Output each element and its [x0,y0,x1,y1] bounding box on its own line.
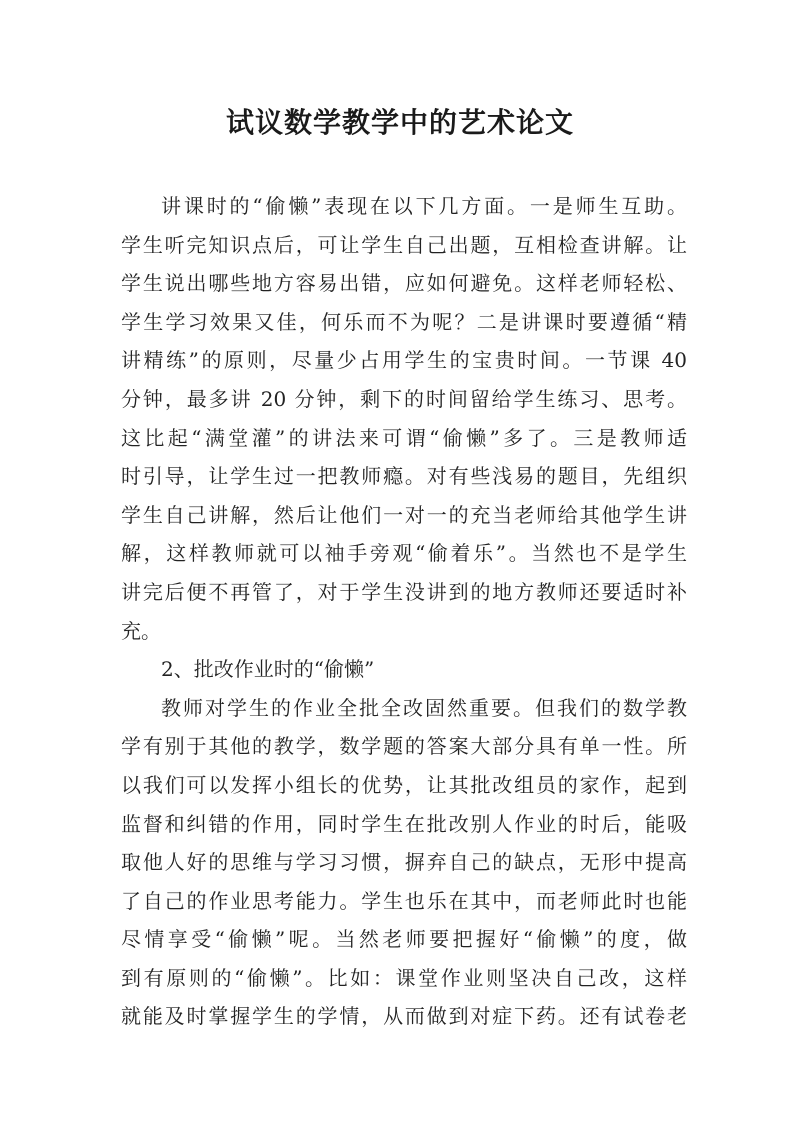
paragraph-line: 学生说出哪些地方容易出错，应如何避免。这样老师轻松、 [121,271,687,296]
paragraph-line: 监督和纠错的作用，同时学生在批改别人作业的时后，能吸 [121,811,687,836]
paragraph-line: 解，这样教师就可以袖手旁观“偷着乐”。当然也不是学生 [121,541,687,566]
paragraph-line: 讲课时的“偷懒”表现在以下几方面。一是师生互助。 [161,194,687,218]
paragraph-line: 了自己的作业思考能力。学生也乐在其中，而老师此时也能 [121,888,687,913]
paragraph-line: 学生学习效果又佳，何乐而不为呢？二是讲课时要遵循“精 [121,309,687,334]
paragraph-line: 尽情享受“偷懒”呢。当然老师要把握好“偷懒”的度，做 [121,927,687,952]
paragraph-line: 以我们可以发挥小组长的优势，让其批改组员的家作，起到 [121,772,687,797]
paragraph-line: 讲精练”的原则，尽量少占用学生的宝贵时间。一节课 40 [121,348,687,373]
paragraph-line: 就能及时掌握学生的学情，从而做到对症下药。还有试卷老 [121,1004,687,1029]
paragraph-line: 充。 [121,618,161,643]
paragraph-line: 这比起“满堂灌”的讲法来可谓“偷懒”多了。三是教师适 [121,425,687,450]
section-heading: 2、批改作业时的“偷懒” [161,657,375,682]
document-body [121,187,687,1036]
paragraph-line: 到有原则的“偷懒”。比如：课堂作业则坚决自己改，这样 [121,965,687,990]
paragraph-line: 取他人好的思维与学习习惯，摒弃自己的缺点，无形中提高 [121,850,687,875]
paragraph-line: 教师对学生的作业全批全改固然重要。但我们的数学教 [161,695,687,720]
paragraph-line: 分钟，最多讲 20 分钟，剩下的时间留给学生练习、思考。 [121,386,687,411]
paragraph-line: 时引导，让学生过一把教师瘾。对有些浅易的题目，先组织 [121,464,687,489]
paragraph-line: 讲完后便不再管了，对于学生没讲到的地方教师还要适时补 [121,579,687,604]
document-title: 试议数学教学中的艺术论文 [225,106,574,139]
paragraph-line: 学有别于其他的教学，数学题的答案大部分具有单一性。所 [121,734,687,759]
paragraph-line: 学生自己讲解，然后让他们一对一的充当老师给其他学生讲 [121,502,687,527]
paragraph-line: 学生听完知识点后，可让学生自己出题，互相检查讲解。让 [121,232,687,257]
